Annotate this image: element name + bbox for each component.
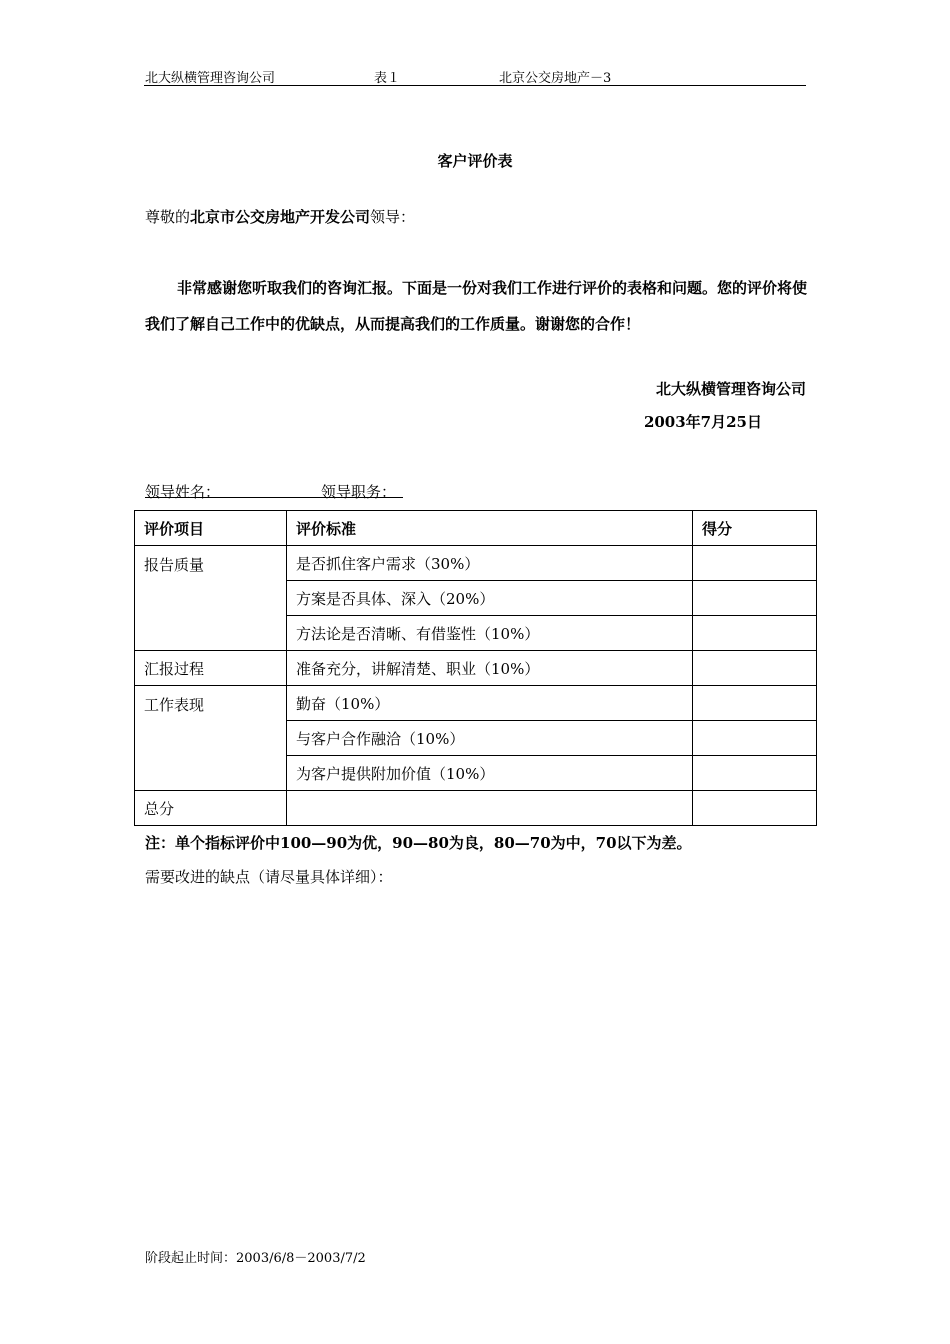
leader-fields [145,480,403,501]
signer-company: 北大纵横管理咨询公司 [655,380,806,398]
criteria-cell: 准备充分，讲解清楚、职业（10%） [287,651,693,686]
table-row [135,651,817,686]
total-score-cell[interactable] [693,791,817,826]
total-label: 总分 [135,791,287,826]
header-company: 北大纵横管理咨询公司 [145,71,276,86]
total-criteria-cell [287,791,693,826]
score-cell[interactable] [693,581,817,616]
criteria-cell: 为客户提供附加价值（10%） [287,756,693,791]
leader-name-field[interactable] [145,481,321,501]
criteria-cell: 方法论是否清晰、有借鉴性（10%） [287,616,693,651]
intro-paragraph: 非常感谢您听取我们的咨询汇报。下面是一份对我们工作进行评价的表格和问题。您的评价将使我们了解自己工作中的优缺点，从而提高我们的工作质量。谢谢您的合作！ [145,279,808,333]
improvement-label: 需要改进的缺点（请尽量具体详细）： [145,868,393,886]
score-cell[interactable] [693,721,817,756]
total-row [135,791,817,826]
leader-position-field[interactable] [321,481,403,501]
item-work-performance: 工作表现 [135,686,287,791]
page-title: 客户评价表 [437,152,513,170]
score-cell[interactable] [693,616,817,651]
header-item: 评价项目 [135,511,287,546]
criteria-cell: 与客户合作融洽（10%） [287,721,693,756]
criteria-cell: 勤奋（10%） [287,686,693,721]
salutation-suffix: 领导： [370,208,416,226]
table-row [135,546,817,581]
score-cell[interactable] [693,686,817,721]
header-criteria: 评价标准 [287,511,693,546]
leader-position-label: 领导职务： [321,483,397,501]
stage-period: 阶段起止时间：2003/6/8－2003/7/2 [145,1251,366,1266]
item-report-quality: 报告质量 [135,546,287,651]
salutation [145,206,415,227]
signer-date: 2003年7月25日 [643,413,762,431]
leader-name-label: 领导姓名： [145,483,221,501]
score-cell[interactable] [693,756,817,791]
table-row [135,686,817,721]
rating-note: 注：单个指标评价中100—90为优，90—80为良，80—70为中，70以下为差。 [145,834,692,852]
evaluation-table [134,510,817,826]
score-cell[interactable] [693,651,817,686]
header-project: 北京公交房地产－3 [499,71,612,86]
salutation-client: 北京市公交房地产开发公司 [190,208,371,226]
item-presentation: 汇报过程 [135,651,287,686]
table-header-row [135,511,817,546]
salutation-prefix: 尊敬的 [145,208,191,226]
criteria-cell: 是否抓住客户需求（30%） [287,546,693,581]
criteria-cell: 方案是否具体、深入（20%） [287,581,693,616]
header-score: 得分 [693,511,817,546]
header-divider [144,85,806,86]
header-table-number: 表１ [374,71,401,86]
score-cell[interactable] [693,546,817,581]
